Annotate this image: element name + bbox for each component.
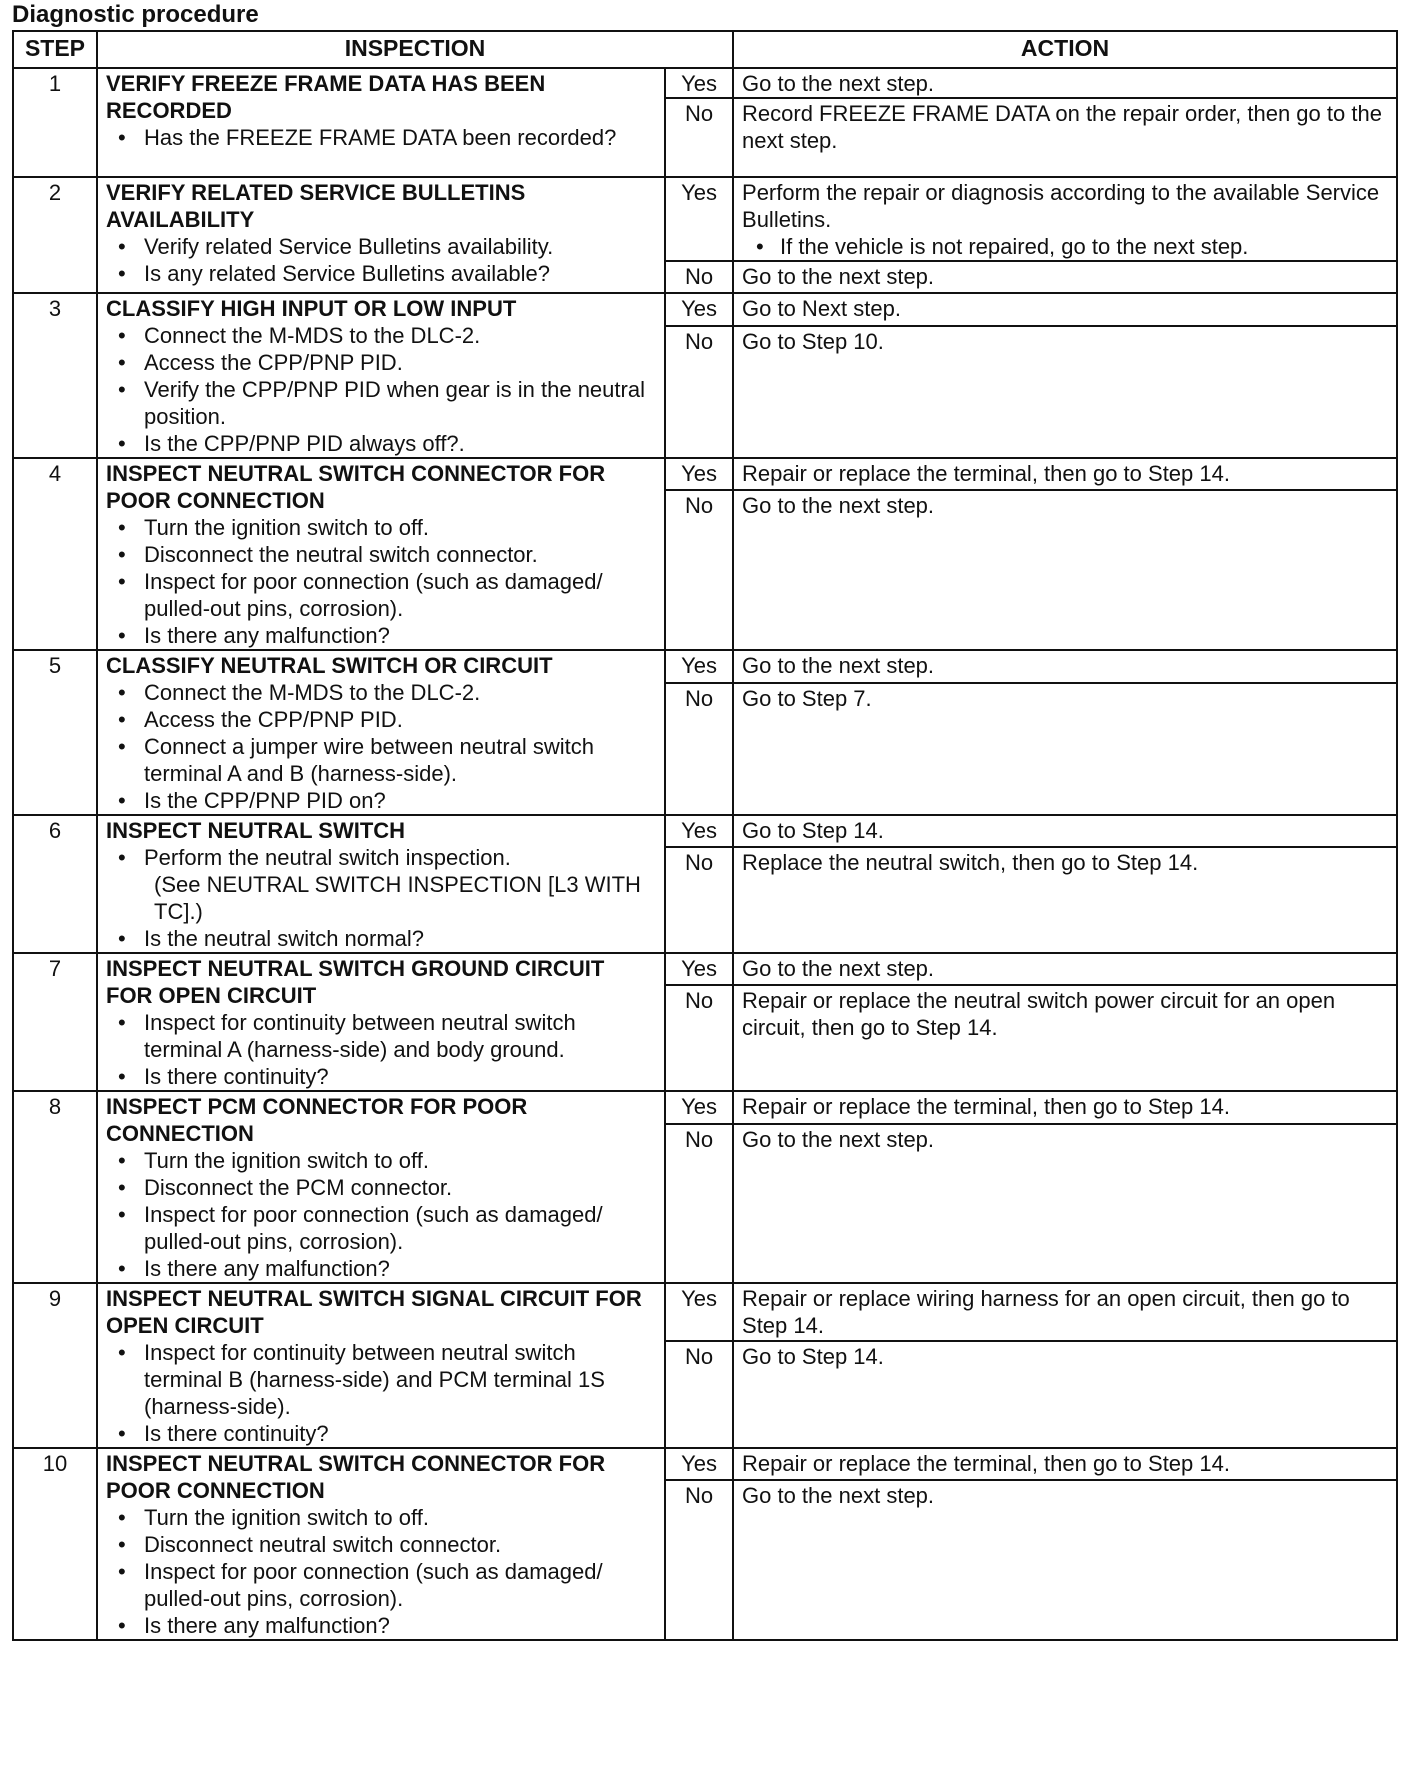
yes-action (733, 953, 1397, 985)
inspection-cell (97, 293, 665, 458)
inspection-bullet: • Is there continuity? (144, 1420, 656, 1447)
yes-action-text: Repair or replace the terminal, then go to Step 14. (742, 1094, 1230, 1119)
inspection-cell (97, 1448, 665, 1640)
inspection-bullet: • Disconnect the neutral switch connector. (144, 541, 656, 568)
inspection-cell (97, 177, 665, 293)
inspection-bullet: • Is the neutral switch normal? (144, 925, 656, 952)
inspection-bullet: • Inspect for continuity between neutral switch terminal B (harness-side) and PCM terminal 1S (harness-side). (144, 1339, 656, 1420)
no-action: Repair or replace the neutral switch power circuit for an open circuit, then go to Step 14. (733, 985, 1397, 1091)
step-number: 3 (13, 293, 97, 458)
inspection-bullet: • Inspect for poor connection (such as damaged/ pulled-out pins, corrosion). (144, 1201, 656, 1255)
yes-label: Yes (665, 458, 733, 490)
table-row (13, 953, 1397, 985)
inspection-bullets (106, 1339, 656, 1447)
table-row (13, 293, 1397, 326)
inspection-bullet: • Perform the neutral switch inspection. (144, 844, 656, 871)
step-number: 5 (13, 650, 97, 815)
inspection-title: INSPECT NEUTRAL SWITCH CONNECTOR FOR POOR CONNECTION (106, 1451, 606, 1503)
no-label: No (665, 326, 733, 458)
no-action: Go to the next step. (733, 490, 1397, 650)
inspection-bullet: • Turn the ignition switch to off. (144, 514, 656, 541)
yes-action-sub-item: • If the vehicle is not repaired, go to the next step. (780, 233, 1388, 260)
yes-action (733, 458, 1397, 490)
no-label: No (665, 1124, 733, 1283)
table-header-row (13, 31, 1397, 68)
inspection-bullet: • Inspect for poor connection (such as damaged/ pulled-out pins, corrosion). (144, 568, 656, 622)
inspection-bullets (106, 1147, 656, 1282)
inspection-cell (97, 1283, 665, 1448)
no-label: No (665, 490, 733, 650)
step-number: 6 (13, 815, 97, 953)
step-number: 7 (13, 953, 97, 1091)
no-action: Record FREEZE FRAME DATA on the repair order, then go to the next step. (733, 98, 1397, 177)
table-row (13, 815, 1397, 847)
inspection-title: VERIFY RELATED SERVICE BULLETINS AVAILABILITY (106, 180, 526, 232)
step-number: 9 (13, 1283, 97, 1448)
inspection-bullets (106, 233, 656, 287)
table-row (13, 1448, 1397, 1480)
yes-action-text: Repair or replace wiring harness for an open circuit, then go to Step 14. (742, 1286, 1350, 1338)
yes-label: Yes (665, 815, 733, 847)
inspection-bullet: • Is the CPP/PNP PID on? (144, 787, 656, 814)
yes-action (733, 68, 1397, 98)
inspection-bullet: • Disconnect the PCM connector. (144, 1174, 656, 1201)
step-number: 4 (13, 458, 97, 650)
inspection-cell (97, 68, 665, 177)
yes-action-text: Go to the next step. (742, 653, 935, 678)
inspection-bullet: • Connect a jumper wire between neutral switch terminal A and B (harness-side). (144, 733, 656, 787)
no-label: No (665, 261, 733, 293)
yes-label: Yes (665, 68, 733, 98)
yes-label: Yes (665, 177, 733, 261)
yes-action-text: Go to Step 14. (742, 818, 884, 843)
inspection-bullets (106, 514, 656, 649)
yes-action (733, 650, 1397, 683)
inspection-bullets (106, 679, 656, 814)
header-step: STEP (13, 31, 97, 68)
inspection-note: (See NEUTRAL SWITCH INSPECTION [L3 WITH TC].) (154, 872, 641, 924)
inspection-title: CLASSIFY HIGH INPUT OR LOW INPUT (106, 296, 517, 321)
inspection-bullets (106, 1009, 656, 1090)
inspection-bullet: • Is there any malfunction? (144, 622, 656, 649)
inspection-bullets (106, 844, 656, 952)
inspection-bullet: • Access the CPP/PNP PID. (144, 349, 656, 376)
yes-action (733, 1448, 1397, 1480)
yes-action-text: Go to Next step. (742, 296, 901, 321)
inspection-bullets (106, 322, 656, 457)
inspection-cell (97, 953, 665, 1091)
inspection-bullet: • Is the CPP/PNP PID always off?. (144, 430, 656, 457)
inspection-bullet: • Verify the CPP/PNP PID when gear is in the neutral position. (144, 376, 656, 430)
inspection-bullet: • Turn the ignition switch to off. (144, 1147, 656, 1174)
yes-action (733, 1091, 1397, 1124)
inspection-title: VERIFY FREEZE FRAME DATA HAS BEEN RECORDED (106, 71, 546, 123)
yes-label: Yes (665, 1448, 733, 1480)
yes-action (733, 1283, 1397, 1341)
inspection-bullet: • Disconnect neutral switch connector. (144, 1531, 656, 1558)
no-action: Replace the neutral switch, then go to Step 14. (733, 847, 1397, 953)
no-action: Go to Step 10. (733, 326, 1397, 458)
inspection-bullet: • Inspect for poor connection (such as damaged/ pulled-out pins, corrosion). (144, 1558, 656, 1612)
yes-action-text: Perform the repair or diagnosis according to the available Service Bulletins. (742, 180, 1380, 232)
inspection-title: INSPECT NEUTRAL SWITCH (106, 818, 406, 843)
inspection-note-item (144, 871, 656, 925)
inspection-bullet: • Is there continuity? (144, 1063, 656, 1090)
inspection-cell (97, 458, 665, 650)
inspection-cell (97, 650, 665, 815)
inspection-bullet: • Is there any malfunction? (144, 1255, 656, 1282)
table-row (13, 177, 1397, 261)
yes-action (733, 293, 1397, 326)
inspection-bullet: • Access the CPP/PNP PID. (144, 706, 656, 733)
table-row (13, 1091, 1397, 1124)
no-action: Go to Step 7. (733, 683, 1397, 815)
diagnostic-table (12, 30, 1398, 1641)
no-action: Go to the next step. (733, 261, 1397, 293)
no-action: Go to the next step. (733, 1480, 1397, 1640)
inspection-title: INSPECT NEUTRAL SWITCH SIGNAL CIRCUIT FOR OPEN CIRCUIT (106, 1286, 642, 1338)
page-title: Diagnostic procedure (12, 1, 259, 28)
inspection-bullets (106, 1504, 656, 1639)
inspection-title: INSPECT PCM CONNECTOR FOR POOR CONNECTION (106, 1094, 528, 1146)
no-label: No (665, 985, 733, 1091)
inspection-cell (97, 815, 665, 953)
inspection-cell (97, 1091, 665, 1283)
yes-label: Yes (665, 650, 733, 683)
yes-action-text: Go to the next step. (742, 956, 935, 981)
inspection-title: CLASSIFY NEUTRAL SWITCH OR CIRCUIT (106, 653, 553, 678)
inspection-title: INSPECT NEUTRAL SWITCH CONNECTOR FOR POOR CONNECTION (106, 461, 606, 513)
inspection-bullet: • Connect the M-MDS to the DLC-2. (144, 679, 656, 706)
inspection-bullet: • Turn the ignition switch to off. (144, 1504, 656, 1531)
no-label: No (665, 98, 733, 177)
yes-action-text: Repair or replace the terminal, then go to Step 14. (742, 461, 1230, 486)
yes-action-text: Repair or replace the terminal, then go to Step 14. (742, 1451, 1230, 1476)
header-action: ACTION (733, 31, 1397, 68)
table-row (13, 1283, 1397, 1341)
inspection-bullet: • Inspect for continuity between neutral switch terminal A (harness-side) and body ground. (144, 1009, 656, 1063)
inspection-bullet: • Is there any malfunction? (144, 1612, 656, 1639)
yes-label: Yes (665, 953, 733, 985)
yes-label: Yes (665, 1283, 733, 1341)
step-number: 8 (13, 1091, 97, 1283)
yes-action-text: Go to the next step. (742, 71, 935, 96)
inspection-bullet: • Has the FREEZE FRAME DATA been recorded? (144, 124, 656, 151)
table-row (13, 68, 1397, 98)
inspection-bullet: • Verify related Service Bulletins availability. (144, 233, 656, 260)
table-row (13, 458, 1397, 490)
yes-action (733, 815, 1397, 847)
yes-label: Yes (665, 293, 733, 326)
no-label: No (665, 847, 733, 953)
no-action: Go to Step 14. (733, 1341, 1397, 1448)
no-label: No (665, 1341, 733, 1448)
step-number: 2 (13, 177, 97, 293)
no-label: No (665, 1480, 733, 1640)
inspection-bullets (106, 124, 656, 151)
yes-action (733, 177, 1397, 261)
inspection-title: INSPECT NEUTRAL SWITCH GROUND CIRCUIT FOR OPEN CIRCUIT (106, 956, 605, 1008)
yes-action-sub (742, 233, 1388, 260)
no-label: No (665, 683, 733, 815)
inspection-bullet: • Connect the M-MDS to the DLC-2. (144, 322, 656, 349)
step-number: 1 (13, 68, 97, 177)
step-number: 10 (13, 1448, 97, 1640)
no-action: Go to the next step. (733, 1124, 1397, 1283)
inspection-bullet: • Is any related Service Bulletins available? (144, 260, 656, 287)
header-inspection: INSPECTION (97, 31, 733, 68)
yes-label: Yes (665, 1091, 733, 1124)
table-row (13, 650, 1397, 683)
